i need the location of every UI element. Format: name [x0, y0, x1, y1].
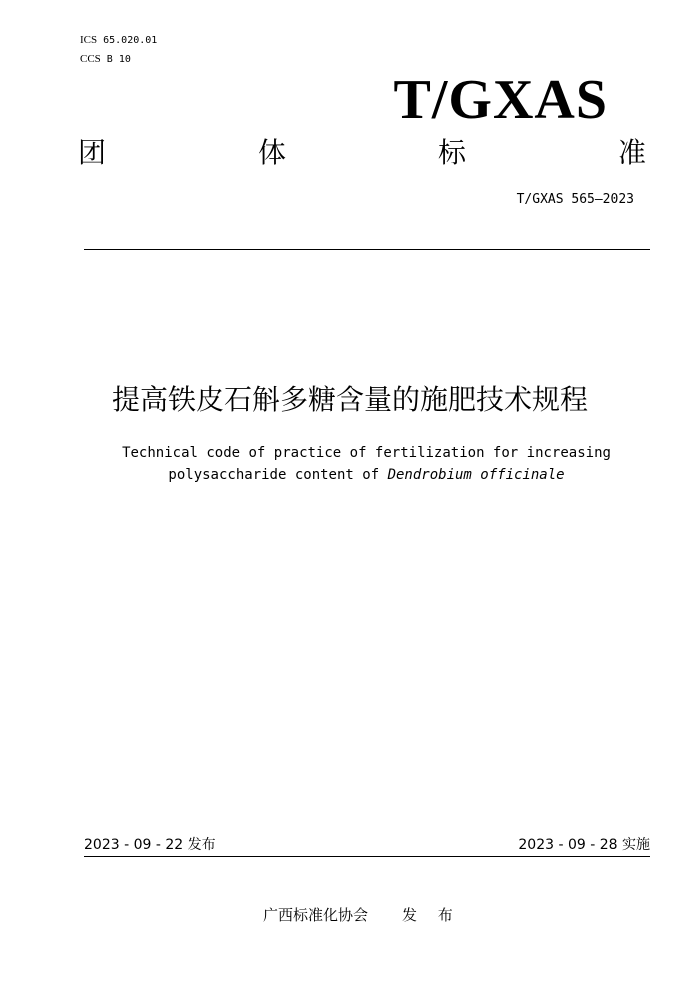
- standard-type-char: 标: [437, 136, 466, 169]
- title-chinese: 提高铁皮石斛多糖含量的施肥技术规程: [111, 383, 588, 416]
- standard-number: T/GXAS 565—2023: [516, 192, 634, 207]
- issue-date: 2023 - 09 - 22 发布: [84, 837, 216, 853]
- implementation-date: 2023 - 09 - 28 实施: [518, 837, 650, 853]
- top-divider: [84, 249, 650, 250]
- ccs-line: [80, 50, 157, 69]
- title-english-prefix: polysaccharide content of: [168, 467, 388, 483]
- ccs-label: CCS: [80, 53, 101, 65]
- standard-type: [78, 134, 646, 172]
- standard-type-char: 准: [617, 136, 646, 169]
- standard-type-char: 团: [78, 136, 107, 169]
- ics-code: 65.020.01: [103, 35, 158, 46]
- bottom-divider: [84, 856, 650, 857]
- title-english: [0, 442, 700, 486]
- ics-label: ICS: [80, 34, 98, 46]
- publisher-name: 广西标准化协会: [263, 906, 369, 924]
- standard-type-char: 体: [257, 136, 286, 169]
- classification-codes: [80, 31, 157, 69]
- title-english-line-2: [0, 464, 700, 486]
- publisher: [263, 904, 461, 926]
- species-name: Dendrobium officinale: [387, 467, 565, 483]
- ics-line: [80, 31, 157, 50]
- brand-logo-text: T/GXAS: [393, 69, 608, 131]
- publish-verb: 发 布: [402, 906, 461, 924]
- title-english-line-1: Technical code of practice of fertilization for increasing: [122, 445, 611, 461]
- ccs-code: B 10: [106, 54, 131, 65]
